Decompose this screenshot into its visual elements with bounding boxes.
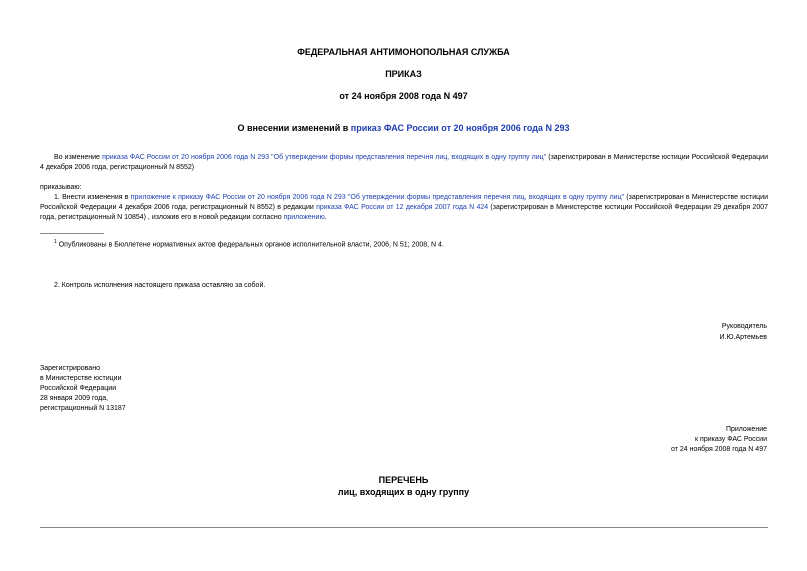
- appendix-line-3: от 24 ноября 2008 года N 497: [671, 446, 767, 453]
- registration-line-1: Зарегистрировано: [40, 365, 100, 372]
- footnote-marker: 1: [54, 239, 57, 245]
- item-1-lead: 1. Внести изменения в: [54, 194, 131, 201]
- intro-link[interactable]: приказа ФАС России от 20 ноября 2006 года N 293 "Об утверждении формы представления перечня лиц, входящих в одну группу лиц": [102, 154, 547, 161]
- registration-line-4: 28 января 2009 года,: [40, 395, 109, 402]
- item-1-end: .: [324, 214, 327, 221]
- item-1-paragraph: [40, 193, 768, 223]
- appendix-line-2: к приказу ФАС России: [695, 436, 767, 443]
- footnote: [54, 237, 444, 250]
- document-title: [0, 123, 807, 133]
- registration-line-5: регистрационный N 13187: [40, 405, 126, 412]
- title-prefix: О внесении изменений в: [237, 123, 351, 133]
- order-word: приказываю:: [40, 184, 82, 191]
- registration-line-2: в Министерстве юстиции: [40, 375, 122, 382]
- list-subtitle: лиц, входящих в одну группу: [337, 487, 470, 497]
- registration-line-3: Российской Федерации: [40, 385, 117, 392]
- intro-paragraph: [40, 153, 768, 173]
- item-1-link-order-424[interactable]: приказа ФАС России от 12 декабря 2007 года N 424: [316, 204, 489, 211]
- footnote-text: Опубликованы в Бюллетене нормативных актов федеральных органов исполнительной власти, 2006, N 51; 2008, N 4.: [56, 241, 444, 249]
- signature-role: Руководитель: [721, 323, 767, 330]
- title-link[interactable]: приказ ФАС России от 20 ноября 2006 года N 293: [350, 123, 570, 133]
- item-1-link-appendix-short[interactable]: приложению: [283, 214, 325, 221]
- list-title: ПЕРЕЧЕНЬ: [378, 475, 429, 485]
- appendix-line-1: Приложение: [725, 426, 767, 433]
- intro-tail: (зарегистрирован в Министерстве юстиции Российской Федерации 4 декабря 2006 года, регистрационный N 8552): [40, 154, 769, 171]
- item-1-text-a: (зарегистрирован в Министерстве юстиции Российской Федерации 4 декабря 2006 года, регистрационный N 8552) в редакции: [40, 194, 768, 211]
- signature-name: И.Ю.Артемьев: [719, 334, 767, 341]
- document-type: ПРИКАЗ: [385, 69, 422, 79]
- footnote-divider: [40, 233, 104, 234]
- page-bottom-divider: [40, 527, 768, 528]
- intro-lead: Во изменение: [54, 154, 103, 161]
- item-1-text-b: (зарегистрирован в Министерстве юстиции Российской Федерации 29 декабря 2007 года, регистрационный N 10854): [40, 204, 769, 221]
- item-1-link-appendix[interactable]: приложение к приказу ФАС России от 20 ноября 2006 года N 293 "Об утверждении формы представления перечня лиц, входящих в одну группу лиц": [130, 194, 625, 201]
- item-1-text-c: , изложив его в новой редакции согласно: [145, 214, 284, 221]
- document-date: от 24 ноября 2008 года N 497: [339, 91, 468, 101]
- agency-name: ФЕДЕРАЛЬНАЯ АНТИМОНОПОЛЬНАЯ СЛУЖБА: [297, 47, 510, 57]
- item-2-paragraph: 2. Контроль исполнения настоящего приказа оставляю за собой.: [54, 282, 266, 289]
